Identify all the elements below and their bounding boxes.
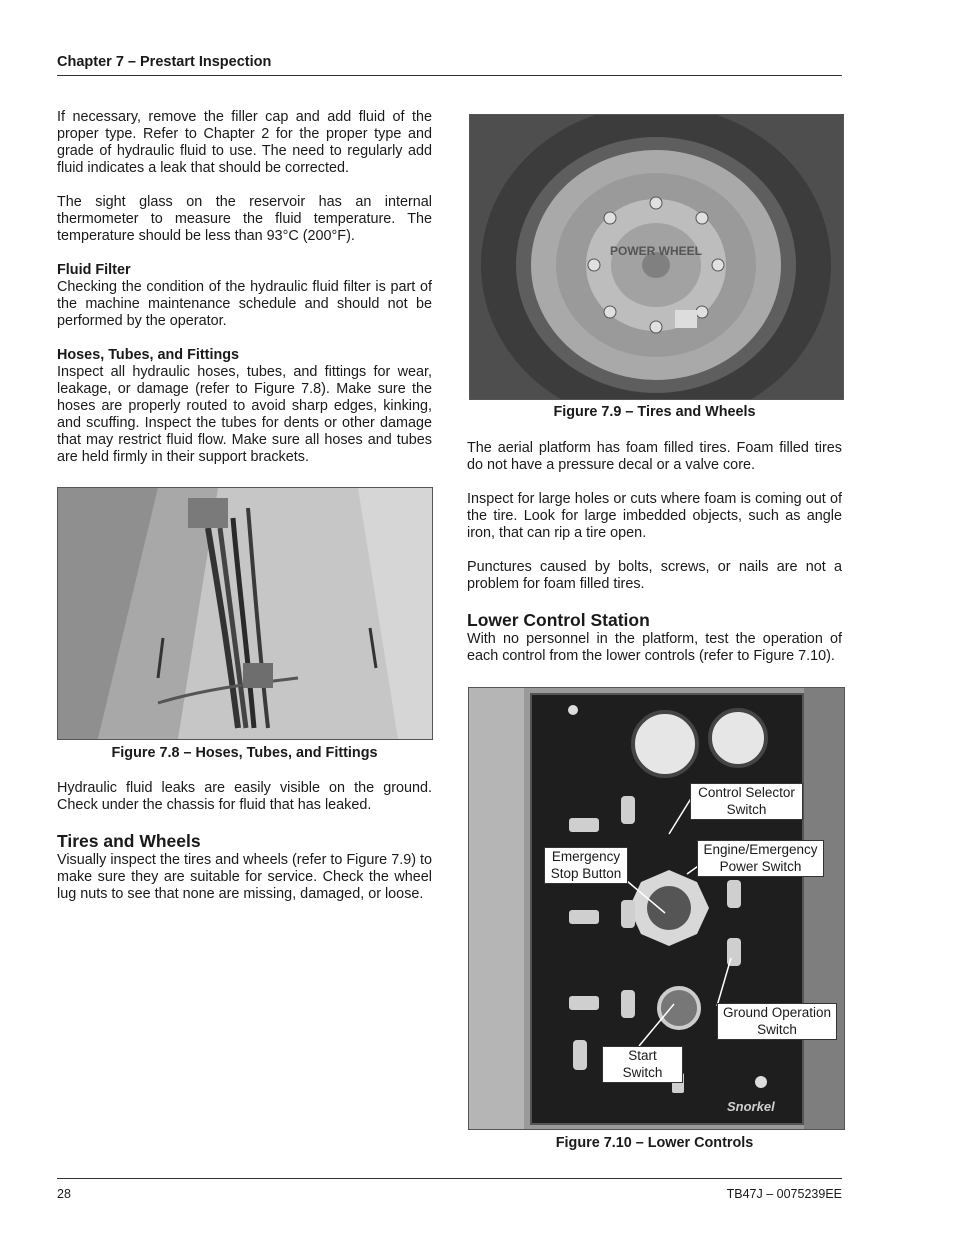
- figure-lower-controls-photo: [468, 687, 845, 1130]
- callout-ground-operation: Ground Operation Switch: [717, 1003, 837, 1040]
- tire-illustration: [470, 115, 843, 399]
- paragraph-foam: The aerial platform has foam filled tires. Foam filled tires do not have a pressure decal or a valve core.: [467, 440, 842, 473]
- figure-hoses-photo: [57, 487, 433, 740]
- fluid-filter-section: [57, 262, 432, 330]
- callout-start-switch: Start Switch: [602, 1046, 683, 1083]
- left-column-lower: [57, 780, 432, 920]
- wheel-text: POWER WHEEL: [610, 244, 702, 258]
- callout-control-selector: Control Selector Switch: [690, 783, 803, 820]
- tires-text: Visually inspect the tires and wheels (refer to Figure 7.9) to make sure they are suitable for service. Check the wheel lug nuts to see that none are missing, damaged, or loose.: [57, 852, 432, 902]
- paragraph-leaks: Hydraulic fluid leaks are easily visible on the ground. Check under the chassis for fluid that has leaked.: [57, 780, 432, 813]
- footer-rule: [57, 1178, 842, 1179]
- callout-engine-emergency: Engine/Emergency Power Switch: [697, 840, 824, 877]
- tires-heading: Tires and Wheels: [57, 831, 201, 851]
- chapter-header: Chapter 7 – Prestart Inspection: [57, 54, 272, 70]
- paragraph-punctures: Punctures caused by bolts, screws, or nails are not a problem for foam filled tires.: [467, 559, 842, 592]
- figure-7-9-caption: Figure 7.9 – Tires and Wheels: [553, 404, 756, 420]
- paragraph-filler: If necessary, remove the filler cap and add fluid of the proper type. Refer to Chapter 2 for the proper type and grade of hydraulic fluid to use. The need to regularly add fluid indicates a leak that should be corrected.: [57, 109, 432, 176]
- figure-7-8-caption: Figure 7.8 – Hoses, Tubes, and Fittings: [111, 745, 378, 761]
- figure-7-10-caption: Figure 7.10 – Lower Controls: [555, 1135, 754, 1151]
- lower-control-heading: Lower Control Station: [467, 610, 650, 630]
- hoses-text: Inspect all hydraulic hoses, tubes, and fittings for wear, leakage, or damage (refer to Figure 7.8). Make sure the hoses are properly routed to avoid sharp edges, kinking, and scuffing. Inspect the tubes for dents or other damage that may restrict fluid flow. Make sure all hoses and tubes are held firmly in their support brackets.: [57, 364, 432, 465]
- hoses-section: [57, 347, 432, 466]
- hoses-illustration: [58, 488, 432, 739]
- lower-control-text: With no personnel in the platform, test the operation of each control from the lower controls (refer to Figure 7.10).: [467, 631, 842, 664]
- paragraph-sight-glass: The sight glass on the reservoir has an internal thermometer to measure the fluid temperature. The temperature should be less than 93°C (200°F).: [57, 194, 432, 244]
- panel-brand: Snorkel: [727, 1099, 775, 1114]
- header-rule: [57, 75, 842, 76]
- fluid-filter-heading: Fluid Filter: [57, 262, 131, 278]
- callout-emergency-stop: Emergency Stop Button: [544, 847, 628, 884]
- document-id: TB47J – 0075239EE: [726, 1187, 842, 1201]
- figure-tire-photo: [469, 114, 844, 400]
- fluid-filter-text: Checking the condition of the hydraulic fluid filter is part of the machine maintenance schedule and should not be performed by the operator.: [57, 279, 432, 329]
- page-number: 28: [57, 1187, 71, 1201]
- right-column: [467, 440, 842, 682]
- left-column: [57, 109, 432, 483]
- paragraph-inspect: Inspect for large holes or cuts where foam is coming out of the tire. Look for large imbedded objects, such as angle iron, that can rip a tire open.: [467, 491, 842, 541]
- hoses-heading: Hoses, Tubes, and Fittings: [57, 347, 240, 363]
